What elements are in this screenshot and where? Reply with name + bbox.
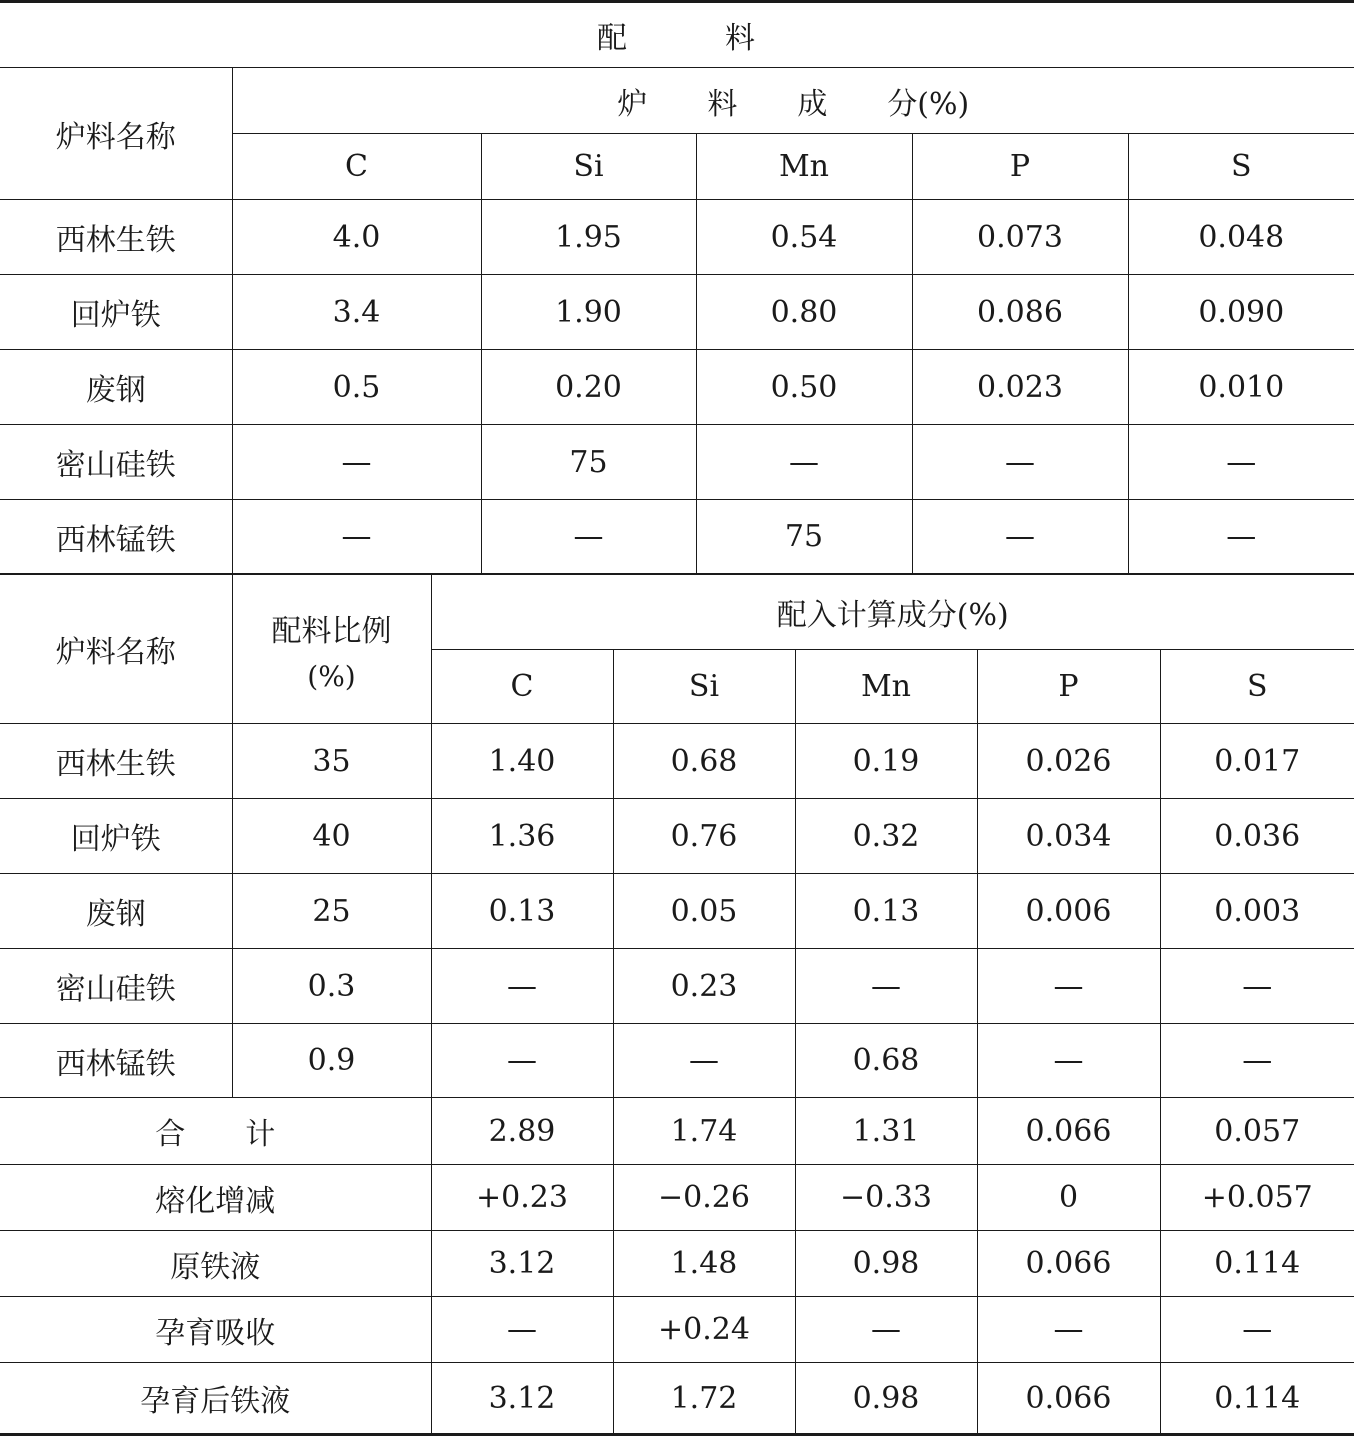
summary-label: 孕育吸收 — [0, 1297, 431, 1363]
table-title: 配 料 — [0, 2, 1354, 68]
element-header-c: C — [232, 134, 481, 200]
charge-name-header: 炉料名称 — [0, 575, 232, 724]
cell-mn: 0.32 — [795, 799, 977, 874]
cell-c: — — [431, 1024, 613, 1098]
summary-row — [0, 1297, 1354, 1363]
cell-p: 0.034 — [977, 799, 1160, 874]
cell-p: 0 — [977, 1165, 1160, 1231]
cell-mn: 0.50 — [696, 350, 912, 425]
table-row — [0, 500, 1354, 574]
cell-c: 3.12 — [431, 1231, 613, 1297]
cell-p: — — [912, 500, 1128, 574]
cell-si: 0.68 — [613, 724, 795, 799]
cell-mn: 0.13 — [795, 874, 977, 949]
cell-s: — — [1128, 500, 1354, 574]
element-header-s: S — [1128, 134, 1354, 200]
summary-row — [0, 1363, 1354, 1435]
element-header-si: Si — [481, 134, 696, 200]
cell-c: 1.40 — [431, 724, 613, 799]
cell-s: 0.114 — [1160, 1363, 1354, 1435]
element-header-p: P — [912, 134, 1128, 200]
table-row — [0, 724, 1354, 799]
cell-s: +0.057 — [1160, 1165, 1354, 1231]
ratio-header: 配料比例 (%) — [232, 575, 431, 724]
table-row — [0, 350, 1354, 425]
element-header-mn: Mn — [696, 134, 912, 200]
cell-p: — — [977, 1024, 1160, 1098]
cell-ratio: 40 — [232, 799, 431, 874]
cell-mn: 0.68 — [795, 1024, 977, 1098]
cell-s: — — [1160, 1024, 1354, 1098]
cell-p: — — [977, 1297, 1160, 1363]
charge-composition-table — [0, 0, 1354, 574]
table-row — [0, 949, 1354, 1024]
cell-p: 0.023 — [912, 350, 1128, 425]
cell-mn: — — [795, 1297, 977, 1363]
cell-p: 0.026 — [977, 724, 1160, 799]
cell-si: +0.24 — [613, 1297, 795, 1363]
cell-mn: 0.19 — [795, 724, 977, 799]
cell-c: — — [431, 949, 613, 1024]
table-row — [0, 425, 1354, 500]
cell-si: 1.90 — [481, 275, 696, 350]
table-row — [0, 1024, 1354, 1098]
cell-si: — — [613, 1024, 795, 1098]
charge-name: 回炉铁 — [0, 799, 232, 874]
cell-c: 1.36 — [431, 799, 613, 874]
cell-s: 0.114 — [1160, 1231, 1354, 1297]
cell-p: 0.086 — [912, 275, 1128, 350]
cell-c: 0.5 — [232, 350, 481, 425]
cell-mn: −0.33 — [795, 1165, 977, 1231]
cell-si: 1.72 — [613, 1363, 795, 1435]
cell-c: — — [431, 1297, 613, 1363]
cell-c: 3.4 — [232, 275, 481, 350]
summary-row — [0, 1098, 1354, 1165]
cell-p: 0.066 — [977, 1098, 1160, 1165]
element-header-mn: Mn — [795, 650, 977, 724]
cell-s: — — [1160, 1297, 1354, 1363]
table-row — [0, 200, 1354, 275]
summary-label: 原铁液 — [0, 1231, 431, 1297]
cell-s: 0.036 — [1160, 799, 1354, 874]
cell-s: 0.010 — [1128, 350, 1354, 425]
cell-p: 0.066 — [977, 1363, 1160, 1435]
charge-name: 密山硅铁 — [0, 425, 232, 500]
charge-name: 西林生铁 — [0, 200, 232, 275]
cell-ratio: 0.3 — [232, 949, 431, 1024]
cell-mn: 1.31 — [795, 1098, 977, 1165]
cell-s: 0.003 — [1160, 874, 1354, 949]
cell-si: −0.26 — [613, 1165, 795, 1231]
composition-group-header: 炉 料 成 分(%) — [232, 68, 1354, 134]
cell-si: — — [481, 500, 696, 574]
element-header-p: P — [977, 650, 1160, 724]
charge-name: 废钢 — [0, 350, 232, 425]
cell-si: 1.74 — [613, 1098, 795, 1165]
table-row — [0, 799, 1354, 874]
summary-label: 熔化增减 — [0, 1165, 431, 1231]
cell-s: 0.090 — [1128, 275, 1354, 350]
charge-name: 密山硅铁 — [0, 949, 232, 1024]
table-row — [0, 874, 1354, 949]
cell-p: 0.066 — [977, 1231, 1160, 1297]
charge-name: 回炉铁 — [0, 275, 232, 350]
calc-group-header: 配入计算成分(%) — [431, 575, 1354, 650]
charge-name-header: 炉料名称 — [0, 68, 232, 200]
summary-row — [0, 1231, 1354, 1297]
cell-mn: 0.54 — [696, 200, 912, 275]
cell-si: 1.48 — [613, 1231, 795, 1297]
cell-c: 0.13 — [431, 874, 613, 949]
cell-c: — — [232, 425, 481, 500]
cell-si: 75 — [481, 425, 696, 500]
cell-mn: — — [795, 949, 977, 1024]
cell-s: — — [1160, 949, 1354, 1024]
cell-p: — — [977, 949, 1160, 1024]
summary-label: 合 计 — [0, 1098, 431, 1165]
summary-label: 孕育后铁液 — [0, 1363, 431, 1435]
cell-si: 0.20 — [481, 350, 696, 425]
cell-s: 0.057 — [1160, 1098, 1354, 1165]
calculated-composition-table — [0, 574, 1354, 1436]
charge-name: 西林锰铁 — [0, 1024, 232, 1098]
cell-s: 0.017 — [1160, 724, 1354, 799]
cell-si: 0.23 — [613, 949, 795, 1024]
cell-mn: 75 — [696, 500, 912, 574]
summary-row — [0, 1165, 1354, 1231]
cell-c: 4.0 — [232, 200, 481, 275]
cell-si: 1.95 — [481, 200, 696, 275]
element-header-s: S — [1160, 650, 1354, 724]
cell-c: 2.89 — [431, 1098, 613, 1165]
charge-name: 废钢 — [0, 874, 232, 949]
element-header-si: Si — [613, 650, 795, 724]
cell-p: 0.006 — [977, 874, 1160, 949]
cell-c: — — [232, 500, 481, 574]
cell-mn: — — [696, 425, 912, 500]
charge-name: 西林生铁 — [0, 724, 232, 799]
element-header-c: C — [431, 650, 613, 724]
cell-c: +0.23 — [431, 1165, 613, 1231]
cell-ratio: 35 — [232, 724, 431, 799]
cell-ratio: 25 — [232, 874, 431, 949]
cell-s: — — [1128, 425, 1354, 500]
cell-s: 0.048 — [1128, 200, 1354, 275]
cell-mn: 0.80 — [696, 275, 912, 350]
cell-ratio: 0.9 — [232, 1024, 431, 1098]
cell-c: 3.12 — [431, 1363, 613, 1435]
cell-p: 0.073 — [912, 200, 1128, 275]
charge-name: 西林锰铁 — [0, 500, 232, 574]
cell-si: 0.76 — [613, 799, 795, 874]
cell-p: — — [912, 425, 1128, 500]
cell-mn: 0.98 — [795, 1363, 977, 1435]
cell-mn: 0.98 — [795, 1231, 977, 1297]
table-row — [0, 275, 1354, 350]
cell-si: 0.05 — [613, 874, 795, 949]
